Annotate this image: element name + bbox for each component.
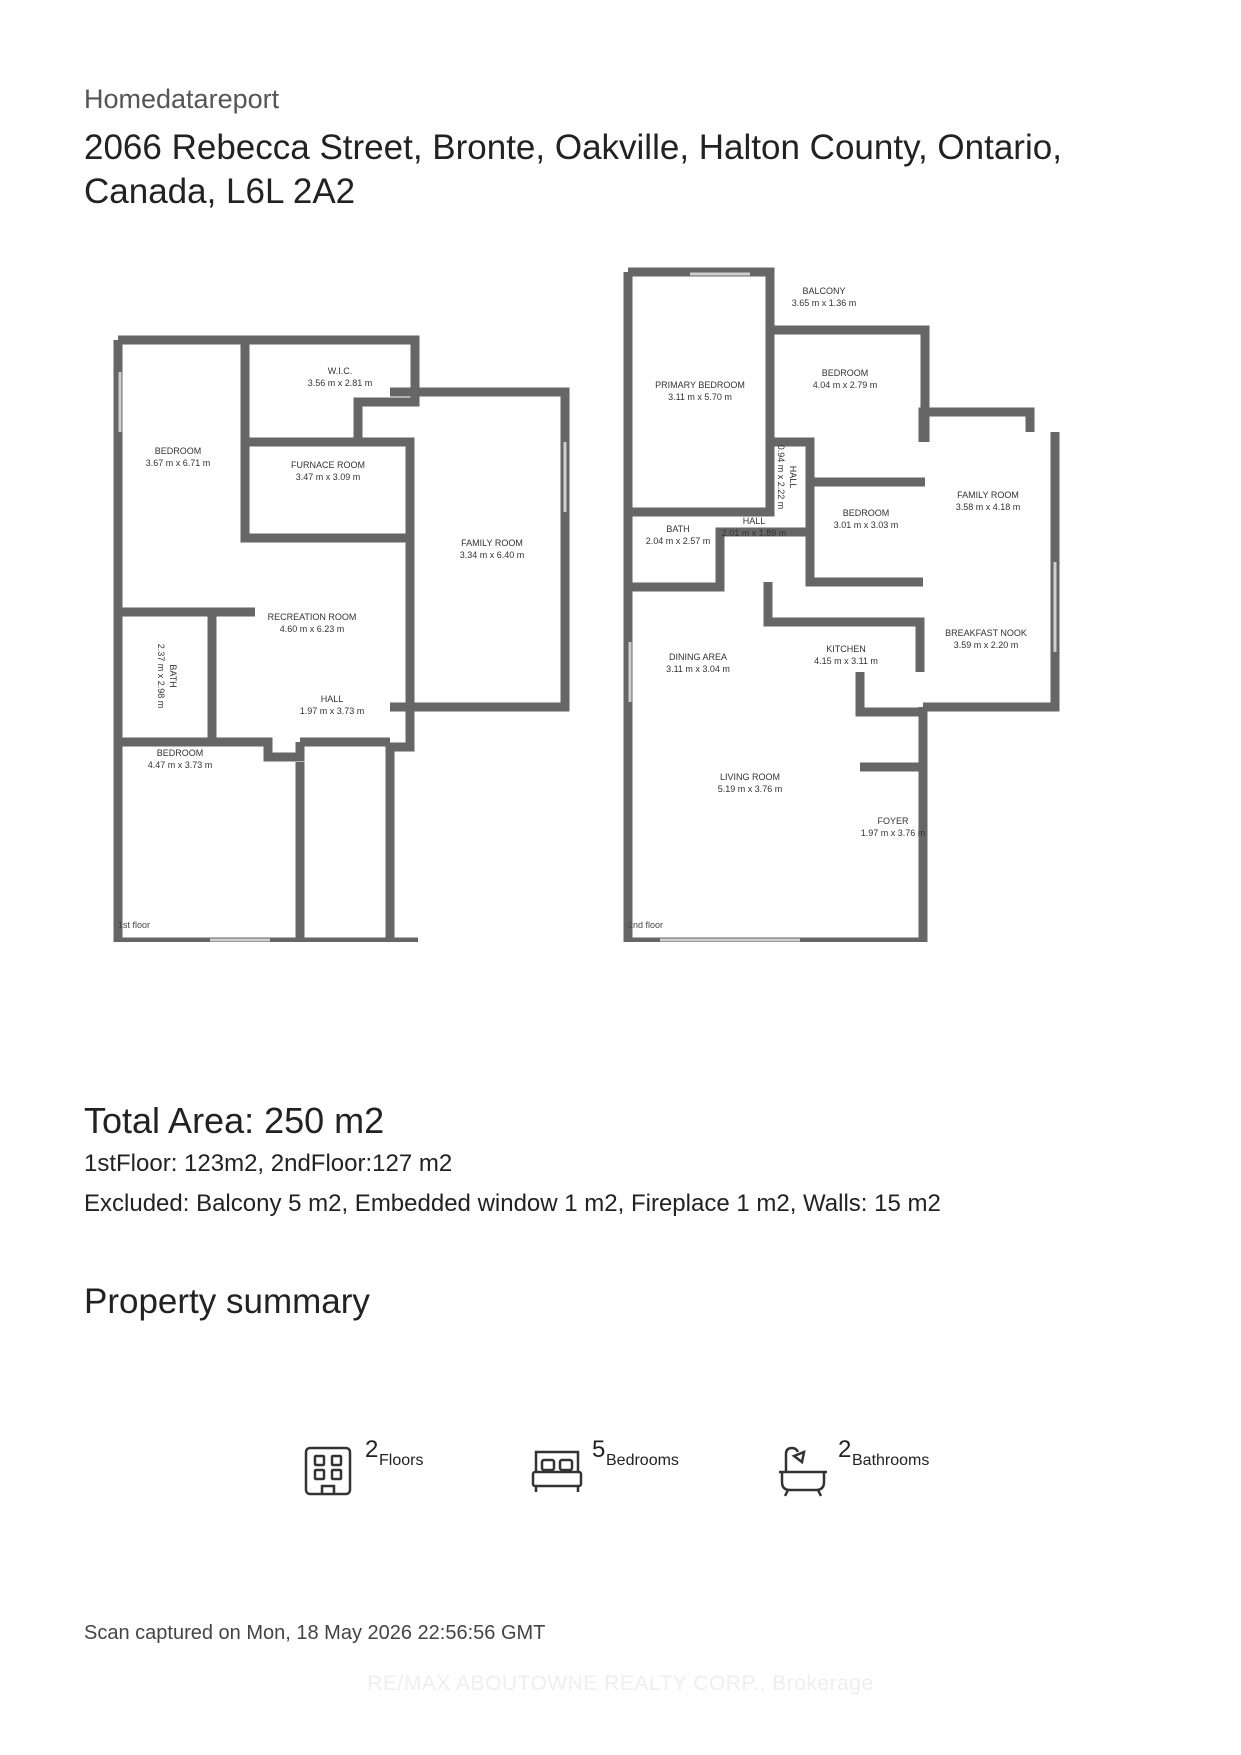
excluded-areas: Excluded: Balcony 5 m2, Embedded window 1 m2, Fireplace 1 m2, Walls: 15 m2 bbox=[84, 1190, 941, 1217]
floors-stat bbox=[303, 1432, 463, 1502]
bedrooms-stat bbox=[530, 1432, 710, 1502]
room-label-1f-family: FAMILY ROOM bbox=[461, 538, 523, 548]
room-dims-2f-kitchen: 4.15 m x 3.11 m bbox=[814, 656, 878, 666]
room-dims-2f-dining: 3.11 m x 3.04 m bbox=[666, 664, 730, 674]
room-dims-1f-furnace: 3.47 m x 3.09 m bbox=[295, 472, 361, 482]
brand-name: Homedatareport bbox=[84, 84, 280, 114]
room-label-2f-family: FAMILY ROOM bbox=[957, 490, 1019, 500]
summary-title: Property summary bbox=[84, 1282, 370, 1321]
room-label-2f-nook: BREAKFAST NOOK bbox=[945, 628, 1027, 638]
building-icon bbox=[303, 1444, 353, 1498]
room-dims-2f-balcony: 3.65 m x 1.36 m bbox=[791, 298, 857, 308]
room-dims-2f-hall-b: 2.01 m x 1.89 m bbox=[721, 528, 787, 538]
bathtub-icon bbox=[776, 1444, 830, 1498]
bedrooms-count: 5 bbox=[592, 1436, 606, 1463]
room-label-2f-hall-b: HALL bbox=[742, 516, 766, 526]
room-label-2f-balcony: BALCONY bbox=[802, 286, 846, 296]
floors-count: 2 bbox=[365, 1436, 379, 1463]
room-dims-2f-living: 5.19 m x 3.76 m bbox=[717, 784, 783, 794]
room-label-2f-living: LIVING ROOM bbox=[719, 772, 781, 782]
room-label-2f-bedroom-a: BEDROOM bbox=[821, 368, 869, 378]
room-dims-2f-foyer: 1.97 m x 3.76 m bbox=[860, 828, 926, 838]
room-label-2f-dining: DINING AREA bbox=[668, 652, 728, 662]
room-label-1f-recreation: RECREATION ROOM bbox=[267, 612, 357, 622]
room-label-2f-bedroom-b: BEDROOM bbox=[842, 508, 890, 518]
floor-plan bbox=[100, 262, 1120, 942]
floor-areas: 1stFloor: 123m2, 2ndFloor:127 m2 bbox=[84, 1150, 453, 1177]
room-dims-2f-family: 3.58 m x 4.18 m bbox=[955, 502, 1021, 512]
room-label-2f-kitchen: KITCHEN bbox=[826, 644, 866, 654]
scan-timestamp: Scan captured on Mon, 18 May 2026 22:56:56 GMT bbox=[84, 1622, 546, 1644]
room-label-1f-hall: HALL bbox=[320, 694, 344, 704]
room-dims-2f-primary: 3.11 m x 5.70 m bbox=[668, 392, 732, 402]
room-dims-1f-hall: 1.97 m x 3.73 m bbox=[299, 706, 365, 716]
room-dims-2f-bedroom-b: 3.01 m x 3.03 m bbox=[833, 520, 899, 530]
room-label-1f-bedroom-b: BEDROOM bbox=[156, 748, 204, 758]
room-label-1f-bath: BATH bbox=[168, 664, 178, 688]
room-dims-1f-bedroom-a: 3.67 m x 6.71 m bbox=[145, 458, 211, 468]
property-address: 2066 Rebecca Street, Bronte, Oakville, Halton County, Ontario, Canada, L6L 2A2 bbox=[84, 128, 1062, 211]
room-label-2f-hall-a: HALL bbox=[788, 465, 798, 489]
room-label-1f-furnace: FURNACE ROOM bbox=[291, 460, 365, 470]
room-dims-2f-bath: 2.04 m x 2.57 m bbox=[645, 536, 711, 546]
room-dims-2f-hall-a: 0.94 m x 2.22 m bbox=[776, 444, 786, 510]
bathrooms-count: 2 bbox=[838, 1436, 852, 1463]
second-floor-label: 2nd floor bbox=[628, 920, 664, 930]
bathrooms-label: Bathrooms bbox=[852, 1452, 930, 1469]
room-dims-2f-nook: 3.59 m x 2.20 m bbox=[953, 640, 1019, 650]
room-label-1f-bedroom-a: BEDROOM bbox=[154, 446, 202, 456]
bedrooms-label: Bedrooms bbox=[606, 1452, 679, 1469]
floors-label: Floors bbox=[379, 1452, 424, 1469]
room-label-2f-foyer: FOYER bbox=[877, 816, 909, 826]
room-dims-2f-bedroom-a: 4.04 m x 2.79 m bbox=[812, 380, 878, 390]
total-area: Total Area: 250 m2 bbox=[84, 1100, 385, 1141]
room-dims-1f-family: 3.34 m x 6.40 m bbox=[459, 550, 525, 560]
bathrooms-stat bbox=[776, 1432, 956, 1502]
room-label-2f-primary: PRIMARY BEDROOM bbox=[655, 380, 745, 390]
first-floor-label: 1st floor bbox=[118, 920, 151, 930]
room-dims-1f-bedroom-b: 4.47 m x 3.73 m bbox=[147, 760, 213, 770]
room-label-2f-bath: BATH bbox=[666, 524, 690, 534]
bed-icon bbox=[530, 1444, 584, 1498]
room-label-1f-wic: W.I.C. bbox=[327, 366, 353, 376]
room-dims-1f-recreation: 4.60 m x 6.23 m bbox=[279, 624, 345, 634]
room-dims-1f-bath: 2.37 m x 2.98 m bbox=[156, 643, 166, 709]
brokerage-watermark: RE/MAX ABOUTOWNE REALTY CORP., Brokerage bbox=[367, 1672, 874, 1695]
room-dims-1f-wic: 3.56 m x 2.81 m bbox=[307, 378, 373, 388]
